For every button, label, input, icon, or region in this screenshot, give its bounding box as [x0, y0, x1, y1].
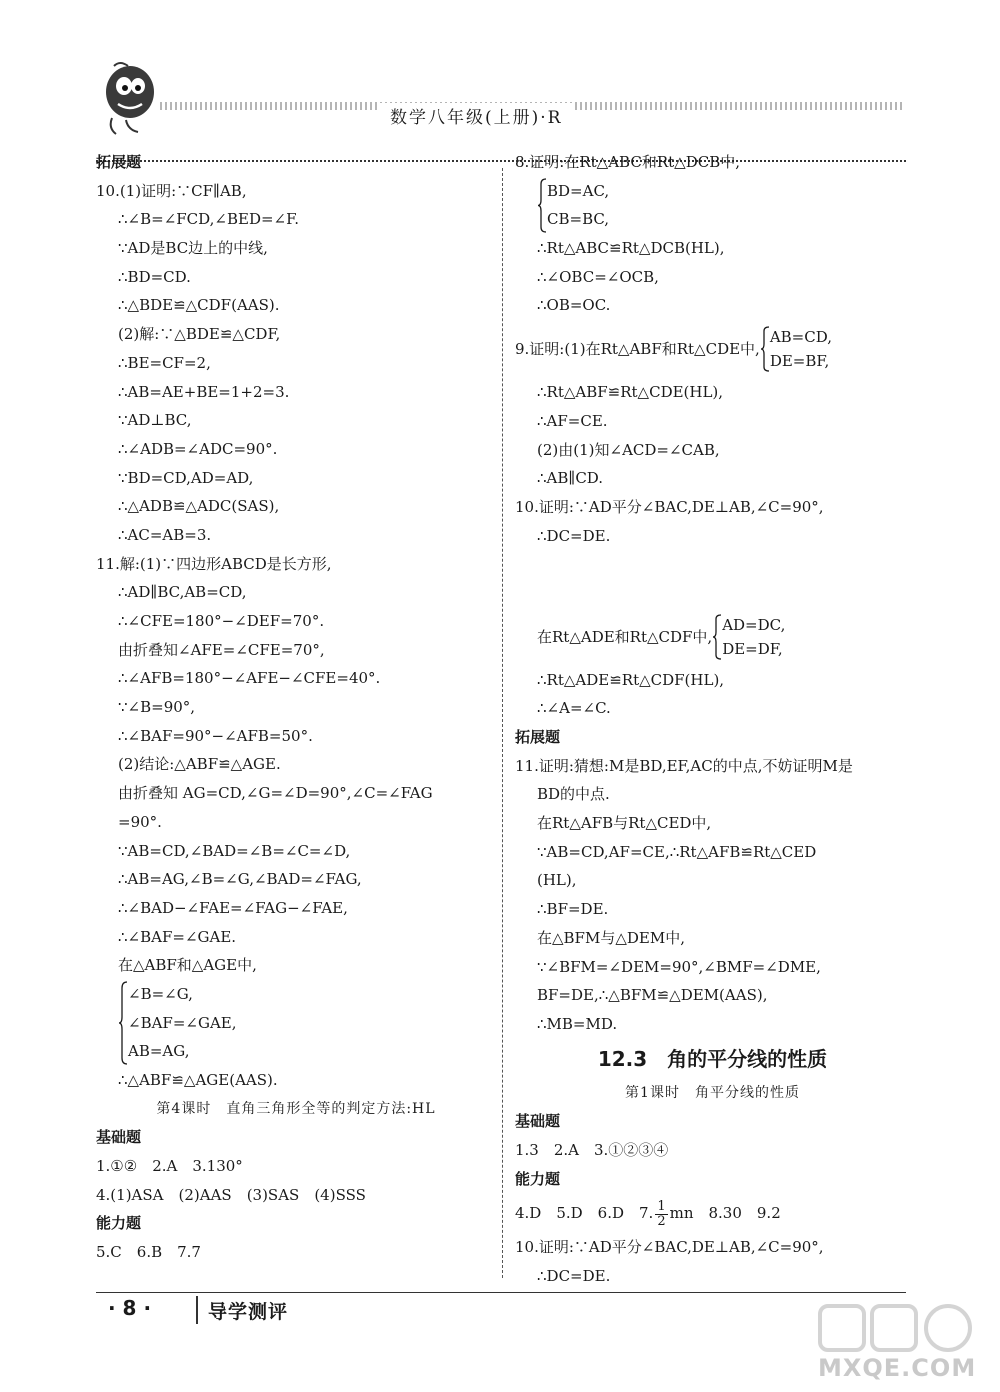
answer-line: ∵∠B=90°,: [118, 698, 196, 717]
answer-line: ∴MB=MD.: [537, 1014, 618, 1033]
answer-line: 1.①② 2.A 3.130°: [96, 1157, 243, 1176]
answer-line: BF=DE,∴△BFM≌△DEM(AAS),: [537, 986, 768, 1005]
answer-text: 4.D 5.D 6.D 7.: [515, 1204, 654, 1223]
brace-line: AB=AG,: [128, 1042, 190, 1061]
heading-tuozhan: 拓展题: [96, 153, 142, 171]
answer-line: [515, 579, 910, 608]
section-title: 12.3 角的平分线的性质: [597, 1046, 828, 1071]
answer-line: 1.3 2.A 3.①②③④: [515, 1140, 669, 1159]
answer-line: ∵AD是BC边上的中线,: [118, 239, 268, 258]
answer-line: ∴Rt△ABC≌Rt△DCB(HL),: [537, 239, 725, 258]
answer-line: ∴AB=AE+BE=1+2=3.: [118, 382, 290, 401]
heading-tuozhan: 拓展题: [515, 728, 561, 746]
brace-line: AD=DC,: [722, 615, 786, 634]
book-title: 导学测评: [208, 1301, 289, 1323]
answer-line: ∴∠BAD−∠FAE=∠FAG−∠FAE,: [118, 898, 348, 917]
answer-line: ∴DC=DE.: [537, 526, 611, 545]
fraction-numerator: 1: [657, 1198, 666, 1214]
brace-line: ∠BAF=∠GAE,: [128, 1013, 237, 1032]
answer-line: 在△BFM与△DEM中,: [537, 928, 685, 947]
answer-line: 10.(1)证明:∵CF∥AB,: [96, 181, 247, 200]
heading-jichu: 基础题: [96, 1128, 142, 1147]
answer-line: 5.C 6.B 7.7: [96, 1243, 201, 1262]
answer-line: ∵AD⊥BC,: [118, 411, 192, 430]
answer-line: ∵AB=CD,∠BAD=∠B=∠C=∠D,: [118, 841, 351, 860]
answer-text: 9.证明:(1)在Rt△ABF和Rt△CDE中,: [515, 340, 760, 359]
answer-line: ∴OB=OC.: [537, 296, 611, 315]
answer-line: ∴AD∥BC,AB=CD,: [118, 583, 247, 602]
answer-line: ∴∠CFE=180°−∠DEF=70°.: [118, 612, 325, 630]
answer-line: 11.证明:猜想:M是BD,EF,AC的中点,不妨证明M是: [515, 756, 853, 775]
fraction: [655, 1200, 667, 1229]
brace-line: DE=BF,: [769, 352, 830, 371]
answer-line: 8.证明:在Rt△ABC和Rt△DCB中,: [515, 153, 740, 171]
answer-line: 在△ABF和△AGE中,: [118, 956, 257, 975]
answer-line: ∴∠BAF=∠GAE.: [118, 927, 237, 946]
answer-line: (2)结论:△ABF≌△AGE.: [118, 755, 281, 774]
answer-line: [515, 550, 910, 579]
answer-line: ∴△BDE≌△CDF(AAS).: [118, 296, 280, 315]
lesson-title: 第1课时 角平分线的性质: [625, 1084, 800, 1101]
brace-line: AB=CD,: [769, 328, 832, 347]
answer-line-fraction: [515, 1193, 910, 1233]
answer-line: 由折叠知∠AFE=∠CFE=70°,: [118, 640, 325, 659]
answer-line: 由折叠知 AG=CD,∠G=∠D=90°,∠C=∠FAG: [118, 784, 433, 803]
answer-line: 11.解:(1)∵四边形ABCD是长方形,: [96, 554, 332, 573]
left-brace-icon: [712, 613, 722, 661]
answer-line: ∵AB=CD,AF=CE,∴Rt△AFB≌Rt△CED: [537, 842, 817, 861]
system-brace-group: [96, 980, 496, 1066]
answer-line: BD的中点.: [537, 785, 610, 804]
answer-line: ∴AB=AG,∠B=∠G,∠BAD=∠FAG,: [118, 870, 362, 889]
left-brace-icon: [118, 980, 128, 1066]
footer-divider: [196, 1296, 198, 1324]
answer-line: ∵∠BFM=∠DEM=90°,∠BMF=∠DME,: [537, 957, 821, 976]
watermark-text: MXQE.COM: [818, 1354, 977, 1382]
system-brace-group: [760, 325, 832, 373]
answer-line: 10.证明:∵AD平分∠BAC,DE⊥AB,∠C=90°,: [515, 1238, 824, 1257]
answer-line: 10.证明:∵AD平分∠BAC,DE⊥AB,∠C=90°,: [515, 497, 824, 516]
answer-line: ∴∠AFB=180°−∠AFE−∠CFE=40°.: [118, 669, 381, 688]
answer-text: 在Rt△ADE和Rt△CDF中,: [537, 627, 713, 646]
right-column: [515, 148, 910, 1291]
answer-line: ∴AB∥CD.: [537, 469, 604, 488]
fraction-denominator: 2: [657, 1213, 666, 1229]
answer-line: ∴Rt△ABF≌Rt△CDE(HL),: [537, 383, 724, 402]
answer-line: =90°.: [118, 812, 162, 831]
left-brace-icon: [537, 177, 547, 234]
answer-line: (HL),: [537, 871, 577, 890]
lesson-title: 第4课时 直角三角形全等的判定方法:HL: [156, 1100, 436, 1117]
mascot-logo-icon: [98, 58, 160, 138]
answer-line: ∴△ABF≌△AGE(AAS).: [118, 1071, 278, 1089]
answer-line: ∴∠A=∠C.: [537, 699, 611, 718]
answer-line: ∴∠OBC=∠OCB,: [537, 267, 659, 286]
answer-line-with-brace: [515, 320, 910, 378]
answer-line: ∴△ADB≌△ADC(SAS),: [118, 497, 280, 516]
brace-line: DE=DF,: [722, 639, 783, 658]
system-brace-group: [712, 613, 785, 661]
heading-nengli: 能力题: [515, 1169, 561, 1188]
answer-line: ∴AF=CE.: [537, 411, 608, 430]
answer-line-with-brace: [515, 608, 910, 666]
answer-line: ∴AC=AB=3.: [118, 525, 212, 544]
brace-line: CB=BC,: [547, 210, 610, 229]
answer-line: ∴BE=CF=2,: [118, 353, 211, 372]
brace-line: ∠B=∠G,: [128, 984, 193, 1003]
system-brace-group: [515, 177, 910, 234]
answer-line: ∴BD=CD.: [118, 267, 191, 286]
answer-line: 在Rt△AFB与Rt△CED中,: [537, 814, 712, 833]
left-column: [96, 148, 496, 1267]
page-number: · 8 ·: [108, 1296, 152, 1320]
answer-line: ∴∠ADB=∠ADC=90°.: [118, 439, 278, 458]
footer-rule: [96, 1292, 906, 1293]
header-title: 数学八年级(上册)·R: [380, 103, 572, 128]
heading-jichu: 基础题: [515, 1112, 561, 1131]
answer-line: ∵BD=CD,AD=AD,: [118, 468, 254, 487]
answer-line: ∴BF=DE.: [537, 900, 609, 919]
answer-line: (2)由(1)知∠ACD=∠CAB,: [537, 440, 720, 459]
answer-line: ∴Rt△ADE≌Rt△CDF(HL),: [537, 670, 725, 689]
answer-line: ∴∠B=∠FCD,∠BED=∠F.: [118, 210, 299, 229]
answer-line: 4.(1)ASA (2)AAS (3)SAS (4)SSS: [96, 1185, 366, 1204]
column-divider: [502, 168, 503, 1278]
brace-line: BD=AC,: [547, 181, 610, 200]
answer-line: (2)解:∵△BDE≌△CDF,: [118, 325, 281, 344]
answer-text: mn 8.30 9.2: [669, 1204, 781, 1223]
answer-line: ∴DC=DE.: [537, 1267, 611, 1285]
heading-nengli: 能力题: [96, 1214, 142, 1233]
left-brace-icon: [760, 325, 770, 373]
answer-line: ∴∠BAF=90°−∠AFB=50°.: [118, 726, 313, 745]
